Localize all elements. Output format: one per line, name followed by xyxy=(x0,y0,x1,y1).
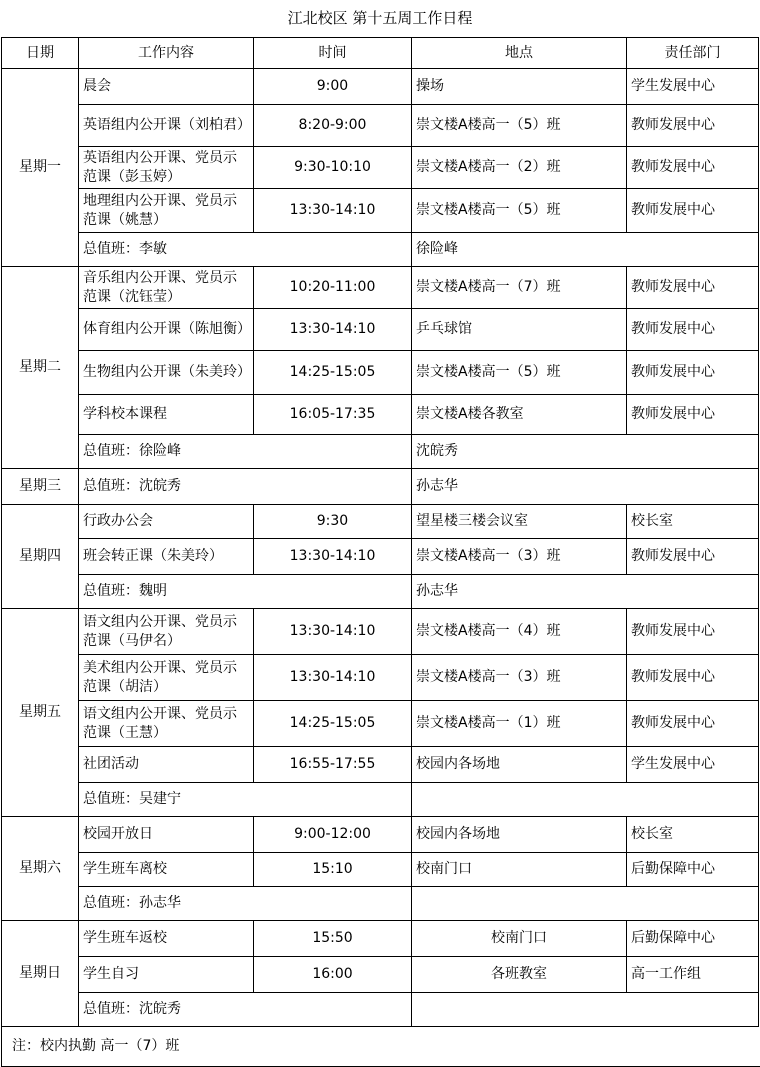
item-time: 9:30-10:10 xyxy=(254,147,412,189)
schedule-row xyxy=(2,309,759,351)
schedule-row xyxy=(2,351,759,395)
item-time: 9:00 xyxy=(254,69,412,105)
item-time: 9:00-12:00 xyxy=(254,817,412,853)
item-dept: 教师发展中心 xyxy=(627,701,759,747)
item-time: 13:30-14:10 xyxy=(254,539,412,575)
item-content: 学生班车离校 xyxy=(79,853,254,887)
schedule-row xyxy=(2,189,759,233)
item-dept: 后勤保障中心 xyxy=(627,921,759,957)
schedule-row xyxy=(2,395,759,435)
duty-officer-second: 孙志华 xyxy=(412,575,759,609)
duty-officer-second: 沈皖秀 xyxy=(412,435,759,469)
header-place: 地点 xyxy=(412,38,627,69)
schedule-row xyxy=(2,69,759,105)
item-place: 望星楼三楼会议室 xyxy=(412,505,627,539)
item-time: 15:10 xyxy=(254,853,412,887)
item-dept: 教师发展中心 xyxy=(627,655,759,701)
item-content: 语文组内公开课、党员示范课（马伊名） xyxy=(79,609,254,655)
item-dept: 教师发展中心 xyxy=(627,395,759,435)
header-time: 时间 xyxy=(254,38,412,69)
schedule-row xyxy=(2,853,759,887)
item-content: 学生自习 xyxy=(79,957,254,993)
item-dept: 后勤保障中心 xyxy=(627,853,759,887)
item-content: 语文组内公开课、党员示范课（王慧） xyxy=(79,701,254,747)
item-content: 校园开放日 xyxy=(79,817,254,853)
schedule-row xyxy=(2,957,759,993)
item-content: 音乐组内公开课、党员示范课（沈钰莹） xyxy=(79,267,254,309)
item-time: 10:20-11:00 xyxy=(254,267,412,309)
duty-officer: 总值班：孙志华 xyxy=(79,887,412,921)
day-label: 星期日 xyxy=(2,921,79,1027)
item-time: 13:30-14:10 xyxy=(254,609,412,655)
duty-row xyxy=(2,469,759,505)
item-content: 英语组内公开课（刘柏君） xyxy=(79,105,254,147)
item-dept: 高一工作组 xyxy=(627,957,759,993)
item-dept: 学生发展中心 xyxy=(627,69,759,105)
duty-officer-second xyxy=(412,887,759,921)
header-row xyxy=(2,38,759,69)
duty-row xyxy=(2,435,759,469)
duty-officer-second xyxy=(412,993,759,1027)
duty-officer-second: 徐险峰 xyxy=(412,233,759,267)
item-dept: 教师发展中心 xyxy=(627,609,759,655)
schedule-row xyxy=(2,539,759,575)
item-time: 9:30 xyxy=(254,505,412,539)
item-content: 晨会 xyxy=(79,69,254,105)
item-place: 乒乓球馆 xyxy=(412,309,627,351)
item-place: 崇文楼A楼高一（7）班 xyxy=(412,267,627,309)
page-title: 江北校区 第十五周工作日程 xyxy=(287,9,473,27)
item-time: 16:55-17:55 xyxy=(254,747,412,783)
duty-officer-second: 孙志华 xyxy=(412,469,759,505)
item-time: 14:25-15:05 xyxy=(254,351,412,395)
item-time: 8:20-9:00 xyxy=(254,105,412,147)
duty-row xyxy=(2,993,759,1027)
item-dept: 教师发展中心 xyxy=(627,351,759,395)
item-place: 校园内各场地 xyxy=(412,817,627,853)
day-label: 星期四 xyxy=(2,505,79,609)
day-label: 星期三 xyxy=(2,469,79,505)
item-place: 校南门口 xyxy=(412,921,627,957)
item-place: 崇文楼A楼高一（2）班 xyxy=(412,147,627,189)
item-content: 生物组内公开课（朱美玲） xyxy=(79,351,254,395)
item-place: 崇文楼A楼高一（5）班 xyxy=(412,105,627,147)
schedule-table xyxy=(1,37,759,1027)
item-content: 美术组内公开课、党员示范课（胡洁） xyxy=(79,655,254,701)
item-content: 体育组内公开课（陈旭衡） xyxy=(79,309,254,351)
item-place: 崇文楼A楼高一（1）班 xyxy=(412,701,627,747)
duty-officer: 总值班：沈皖秀 xyxy=(79,469,412,505)
item-content: 班会转正课（朱美玲） xyxy=(79,539,254,575)
item-place: 崇文楼A楼各教室 xyxy=(412,395,627,435)
item-time: 16:05-17:35 xyxy=(254,395,412,435)
header-content: 工作内容 xyxy=(79,38,254,69)
duty-officer: 总值班：沈皖秀 xyxy=(79,993,412,1027)
item-place: 崇文楼A楼高一（5）班 xyxy=(412,351,627,395)
schedule-row xyxy=(2,505,759,539)
item-dept: 校长室 xyxy=(627,817,759,853)
footer-note: 注：校内执勤 高一（7）班 xyxy=(1,1026,760,1067)
item-place: 校南门口 xyxy=(412,853,627,887)
day-label: 星期五 xyxy=(2,609,79,817)
duty-row xyxy=(2,233,759,267)
item-time: 13:30-14:10 xyxy=(254,655,412,701)
item-place: 崇文楼A楼高一（5）班 xyxy=(412,189,627,233)
header-dept: 责任部门 xyxy=(627,38,759,69)
item-place: 操场 xyxy=(412,69,627,105)
item-place: 崇文楼A楼高一（4）班 xyxy=(412,609,627,655)
item-dept: 教师发展中心 xyxy=(627,267,759,309)
day-label: 星期一 xyxy=(2,69,79,267)
schedule-body xyxy=(2,69,759,1027)
duty-officer: 总值班：李敏 xyxy=(79,233,412,267)
item-content: 学科校本课程 xyxy=(79,395,254,435)
item-place: 崇文楼A楼高一（3）班 xyxy=(412,539,627,575)
header-date: 日期 xyxy=(2,38,79,69)
schedule-row xyxy=(2,147,759,189)
item-content: 学生班车返校 xyxy=(79,921,254,957)
duty-row xyxy=(2,575,759,609)
duty-officer: 总值班：徐险峰 xyxy=(79,435,412,469)
item-place: 崇文楼A楼高一（3）班 xyxy=(412,655,627,701)
day-label: 星期二 xyxy=(2,267,79,469)
item-dept: 教师发展中心 xyxy=(627,147,759,189)
item-dept: 教师发展中心 xyxy=(627,105,759,147)
item-content: 英语组内公开课、党员示范课（彭玉婷） xyxy=(79,147,254,189)
schedule-row xyxy=(2,267,759,309)
item-dept: 教师发展中心 xyxy=(627,539,759,575)
item-content: 社团活动 xyxy=(79,747,254,783)
schedule-row xyxy=(2,105,759,147)
item-dept: 教师发展中心 xyxy=(627,309,759,351)
item-time: 14:25-15:05 xyxy=(254,701,412,747)
duty-officer: 总值班：吴建宁 xyxy=(79,783,412,817)
item-time: 15:50 xyxy=(254,921,412,957)
day-label: 星期六 xyxy=(2,817,79,921)
item-time: 13:30-14:10 xyxy=(254,189,412,233)
schedule-row xyxy=(2,747,759,783)
item-dept: 学生发展中心 xyxy=(627,747,759,783)
schedule-row xyxy=(2,609,759,655)
item-place: 各班教室 xyxy=(412,957,627,993)
schedule-row xyxy=(2,817,759,853)
schedule-row xyxy=(2,921,759,957)
schedule-row xyxy=(2,655,759,701)
duty-row xyxy=(2,887,759,921)
item-time: 13:30-14:10 xyxy=(254,309,412,351)
item-dept: 教师发展中心 xyxy=(627,189,759,233)
schedule-row xyxy=(2,701,759,747)
duty-row xyxy=(2,783,759,817)
item-content: 地理组内公开课、党员示范课（姚慧） xyxy=(79,189,254,233)
item-dept: 校长室 xyxy=(627,505,759,539)
item-place: 校园内各场地 xyxy=(412,747,627,783)
item-content: 行政办公会 xyxy=(79,505,254,539)
duty-officer: 总值班：魏明 xyxy=(79,575,412,609)
duty-officer-second xyxy=(412,783,759,817)
item-time: 16:00 xyxy=(254,957,412,993)
